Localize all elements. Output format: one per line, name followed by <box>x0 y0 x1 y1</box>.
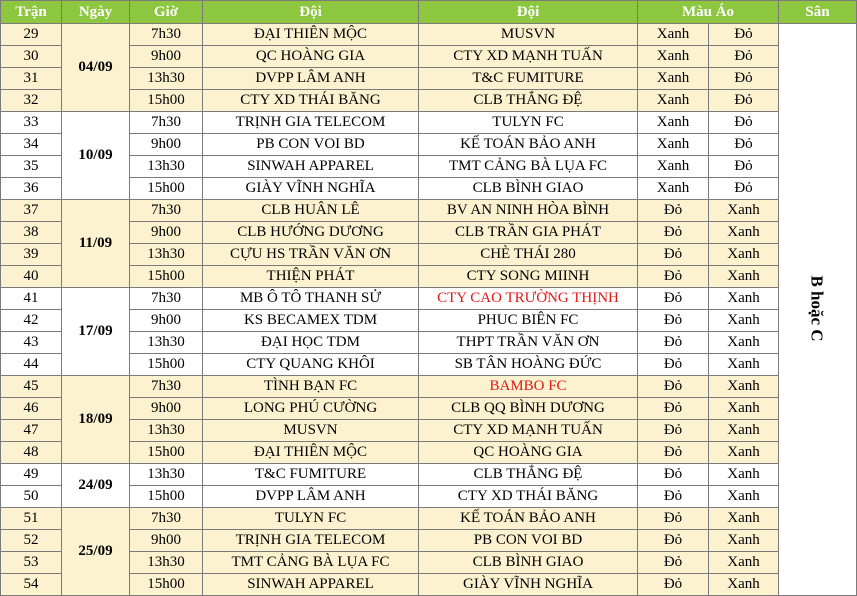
kit-color-home: Đỏ <box>638 288 709 310</box>
team-away: CLB QQ BÌNH DƯƠNG <box>419 398 638 420</box>
venue-cell <box>779 24 857 596</box>
match-number: 35 <box>1 156 62 178</box>
team-home: SINWAH APPAREL <box>203 574 419 596</box>
team-home: SINWAH APPAREL <box>203 156 419 178</box>
match-time: 15h00 <box>130 178 203 200</box>
kit-color-home: Xanh <box>638 68 709 90</box>
match-row <box>1 134 857 156</box>
kit-color-away: Xanh <box>709 200 779 222</box>
team-away: KẾ TOÁN BẢO ANH <box>419 134 638 156</box>
kit-color-home: Đỏ <box>638 354 709 376</box>
match-time: 13h30 <box>130 464 203 486</box>
match-date: 11/09 <box>62 200 130 288</box>
match-row <box>1 200 857 222</box>
match-row <box>1 310 857 332</box>
team-away: CTY CAO TRƯỜNG THỊNH <box>419 288 638 310</box>
kit-color-away: Xanh <box>709 574 779 596</box>
kit-color-away: Xanh <box>709 464 779 486</box>
match-row <box>1 90 857 112</box>
match-time: 13h30 <box>130 156 203 178</box>
kit-color-away: Xanh <box>709 398 779 420</box>
match-row <box>1 442 857 464</box>
team-away: T&C FUMITURE <box>419 68 638 90</box>
kit-color-home: Đỏ <box>638 486 709 508</box>
kit-color-away: Đỏ <box>709 112 779 134</box>
team-home: CLB HƯỚNG DƯƠNG <box>203 222 419 244</box>
team-away: CLB THẮNG ĐỆ <box>419 464 638 486</box>
kit-color-away: Xanh <box>709 376 779 398</box>
match-time: 9h00 <box>130 46 203 68</box>
header-ngay: Ngày <box>62 1 130 24</box>
kit-color-away: Xanh <box>709 530 779 552</box>
match-number: 36 <box>1 178 62 200</box>
match-time: 9h00 <box>130 310 203 332</box>
match-row <box>1 552 857 574</box>
kit-color-home: Xanh <box>638 46 709 68</box>
match-time: 15h00 <box>130 90 203 112</box>
header-gio: Giờ <box>130 1 203 24</box>
match-row <box>1 508 857 530</box>
match-time: 13h30 <box>130 420 203 442</box>
match-time: 15h00 <box>130 266 203 288</box>
match-time: 7h30 <box>130 288 203 310</box>
team-away: CTY XD MẠNH TUẤN <box>419 420 638 442</box>
kit-color-home: Đỏ <box>638 376 709 398</box>
match-date: 25/09 <box>62 508 130 596</box>
team-home: CTY QUANG KHÔI <box>203 354 419 376</box>
header-tran: Trận <box>1 1 62 24</box>
match-number: 31 <box>1 68 62 90</box>
kit-color-away: Xanh <box>709 552 779 574</box>
header-doi-1: Đội <box>203 1 419 24</box>
match-row <box>1 530 857 552</box>
team-away: BV AN NINH HÒA BÌNH <box>419 200 638 222</box>
team-home: PB CON VOI BD <box>203 134 419 156</box>
match-row <box>1 464 857 486</box>
match-row <box>1 266 857 288</box>
match-number: 42 <box>1 310 62 332</box>
team-home: ĐẠI THIÊN MỘC <box>203 24 419 46</box>
match-time: 15h00 <box>130 354 203 376</box>
team-away: PB CON VOI BD <box>419 530 638 552</box>
team-home: QC HOÀNG GIA <box>203 46 419 68</box>
team-away: QC HOÀNG GIA <box>419 442 638 464</box>
kit-color-away: Xanh <box>709 442 779 464</box>
header-san: Sân <box>779 1 857 24</box>
team-away: SB TÂN HOÀNG ĐỨC <box>419 354 638 376</box>
match-number: 45 <box>1 376 62 398</box>
match-time: 13h30 <box>130 332 203 354</box>
match-time: 13h30 <box>130 244 203 266</box>
match-row <box>1 376 857 398</box>
team-home: TRỊNH GIA TELECOM <box>203 530 419 552</box>
team-home: T&C FUMITURE <box>203 464 419 486</box>
match-number: 38 <box>1 222 62 244</box>
team-away: CTY XD THÁI BĂNG <box>419 486 638 508</box>
team-home: THIỆN PHÁT <box>203 266 419 288</box>
team-home: CỰU HS TRẦN VĂN ƠN <box>203 244 419 266</box>
match-time: 7h30 <box>130 200 203 222</box>
match-row <box>1 574 857 596</box>
kit-color-away: Xanh <box>709 508 779 530</box>
kit-color-home: Xanh <box>638 156 709 178</box>
kit-color-home: Xanh <box>638 112 709 134</box>
match-number: 43 <box>1 332 62 354</box>
kit-color-home: Xanh <box>638 134 709 156</box>
match-number: 41 <box>1 288 62 310</box>
kit-color-home: Đỏ <box>638 420 709 442</box>
team-home: TMT CẢNG BÀ LỤA FC <box>203 552 419 574</box>
match-time: 7h30 <box>130 24 203 46</box>
team-away: MUSVN <box>419 24 638 46</box>
match-time: 9h00 <box>130 134 203 156</box>
kit-color-away: Đỏ <box>709 46 779 68</box>
match-row <box>1 24 857 46</box>
kit-color-away: Đỏ <box>709 68 779 90</box>
kit-color-away: Xanh <box>709 420 779 442</box>
team-home: TRỊNH GIA TELECOM <box>203 112 419 134</box>
team-home: CTY XD THÁI BĂNG <box>203 90 419 112</box>
match-number: 34 <box>1 134 62 156</box>
match-number: 39 <box>1 244 62 266</box>
kit-color-away: Xanh <box>709 266 779 288</box>
match-number: 52 <box>1 530 62 552</box>
match-number: 29 <box>1 24 62 46</box>
venue-label: B hoặc C <box>808 275 827 342</box>
kit-color-away: Đỏ <box>709 134 779 156</box>
kit-color-away: Đỏ <box>709 24 779 46</box>
match-row <box>1 244 857 266</box>
team-home: CLB HUÂN LÊ <box>203 200 419 222</box>
kit-color-away: Xanh <box>709 222 779 244</box>
match-time: 9h00 <box>130 222 203 244</box>
kit-color-away: Xanh <box>709 310 779 332</box>
team-home: DVPP LÂM ANH <box>203 68 419 90</box>
team-away: BAMBO FC <box>419 376 638 398</box>
match-date: 10/09 <box>62 112 130 200</box>
match-row <box>1 288 857 310</box>
team-away: CLB BÌNH GIAO <box>419 552 638 574</box>
team-home: MB Ô TÔ THANH SỬ <box>203 288 419 310</box>
kit-color-away: Đỏ <box>709 90 779 112</box>
match-row <box>1 332 857 354</box>
match-row <box>1 486 857 508</box>
kit-color-home: Đỏ <box>638 574 709 596</box>
kit-color-home: Đỏ <box>638 530 709 552</box>
team-away: PHUC BIÊN FC <box>419 310 638 332</box>
team-home: TULYN FC <box>203 508 419 530</box>
match-row <box>1 46 857 68</box>
match-row <box>1 222 857 244</box>
match-time: 7h30 <box>130 376 203 398</box>
kit-color-home: Đỏ <box>638 464 709 486</box>
match-row <box>1 420 857 442</box>
match-date: 04/09 <box>62 24 130 112</box>
match-row <box>1 68 857 90</box>
match-number: 47 <box>1 420 62 442</box>
match-number: 44 <box>1 354 62 376</box>
kit-color-home: Xanh <box>638 24 709 46</box>
kit-color-home: Xanh <box>638 90 709 112</box>
kit-color-away: Xanh <box>709 354 779 376</box>
schedule-body <box>1 24 857 596</box>
match-row <box>1 112 857 134</box>
kit-color-away: Xanh <box>709 244 779 266</box>
match-number: 40 <box>1 266 62 288</box>
match-number: 30 <box>1 46 62 68</box>
header-row <box>1 1 857 24</box>
kit-color-home: Đỏ <box>638 310 709 332</box>
team-away: CHÈ THÁI 280 <box>419 244 638 266</box>
match-time: 13h30 <box>130 68 203 90</box>
match-number: 49 <box>1 464 62 486</box>
kit-color-away: Xanh <box>709 288 779 310</box>
team-away: TULYN FC <box>419 112 638 134</box>
team-away: TMT CẢNG BÀ LỤA FC <box>419 156 638 178</box>
kit-color-home: Xanh <box>638 178 709 200</box>
team-away: CLB TRẦN GIA PHÁT <box>419 222 638 244</box>
kit-color-away: Đỏ <box>709 178 779 200</box>
match-number: 33 <box>1 112 62 134</box>
team-away: CTY SONG MIINH <box>419 266 638 288</box>
match-number: 46 <box>1 398 62 420</box>
match-number: 54 <box>1 574 62 596</box>
kit-color-home: Đỏ <box>638 398 709 420</box>
kit-color-home: Đỏ <box>638 222 709 244</box>
kit-color-away: Đỏ <box>709 156 779 178</box>
match-row <box>1 178 857 200</box>
match-number: 53 <box>1 552 62 574</box>
match-number: 50 <box>1 486 62 508</box>
match-date: 18/09 <box>62 376 130 464</box>
kit-color-away: Xanh <box>709 332 779 354</box>
kit-color-home: Đỏ <box>638 332 709 354</box>
match-time: 13h30 <box>130 552 203 574</box>
kit-color-home: Đỏ <box>638 200 709 222</box>
team-home: ĐẠI HỌC TDM <box>203 332 419 354</box>
match-time: 15h00 <box>130 574 203 596</box>
match-number: 32 <box>1 90 62 112</box>
kit-color-home: Đỏ <box>638 442 709 464</box>
match-row <box>1 354 857 376</box>
team-home: ĐẠI THIÊN MỘC <box>203 442 419 464</box>
match-time: 9h00 <box>130 398 203 420</box>
match-time: 7h30 <box>130 112 203 134</box>
match-time: 9h00 <box>130 530 203 552</box>
kit-color-home: Đỏ <box>638 552 709 574</box>
match-number: 48 <box>1 442 62 464</box>
header-doi-2: Đội <box>419 1 638 24</box>
team-home: KS BECAMEX TDM <box>203 310 419 332</box>
match-time: 15h00 <box>130 442 203 464</box>
kit-color-home: Đỏ <box>638 244 709 266</box>
team-away: THPT TRẦN VĂN ƠN <box>419 332 638 354</box>
team-away: GIÀY VĨNH NGHĨA <box>419 574 638 596</box>
team-home: GIÀY VĨNH NGHĨA <box>203 178 419 200</box>
match-row <box>1 156 857 178</box>
match-time: 7h30 <box>130 508 203 530</box>
team-away: KẾ TOÁN BẢO ANH <box>419 508 638 530</box>
kit-color-home: Đỏ <box>638 266 709 288</box>
match-date: 17/09 <box>62 288 130 376</box>
match-number: 51 <box>1 508 62 530</box>
team-home: TÌNH BẠN FC <box>203 376 419 398</box>
kit-color-home: Đỏ <box>638 508 709 530</box>
match-time: 15h00 <box>130 486 203 508</box>
kit-color-away: Xanh <box>709 486 779 508</box>
team-away: CLB BÌNH GIAO <box>419 178 638 200</box>
match-date: 24/09 <box>62 464 130 508</box>
team-away: CLB THẮNG ĐỆ <box>419 90 638 112</box>
team-home: DVPP LÂM ANH <box>203 486 419 508</box>
match-number: 37 <box>1 200 62 222</box>
match-row <box>1 398 857 420</box>
team-away: CTY XD MẠNH TUẤN <box>419 46 638 68</box>
team-home: MUSVN <box>203 420 419 442</box>
team-home: LONG PHÚ CƯỜNG <box>203 398 419 420</box>
header-mau-ao: Màu Áo <box>638 1 779 24</box>
